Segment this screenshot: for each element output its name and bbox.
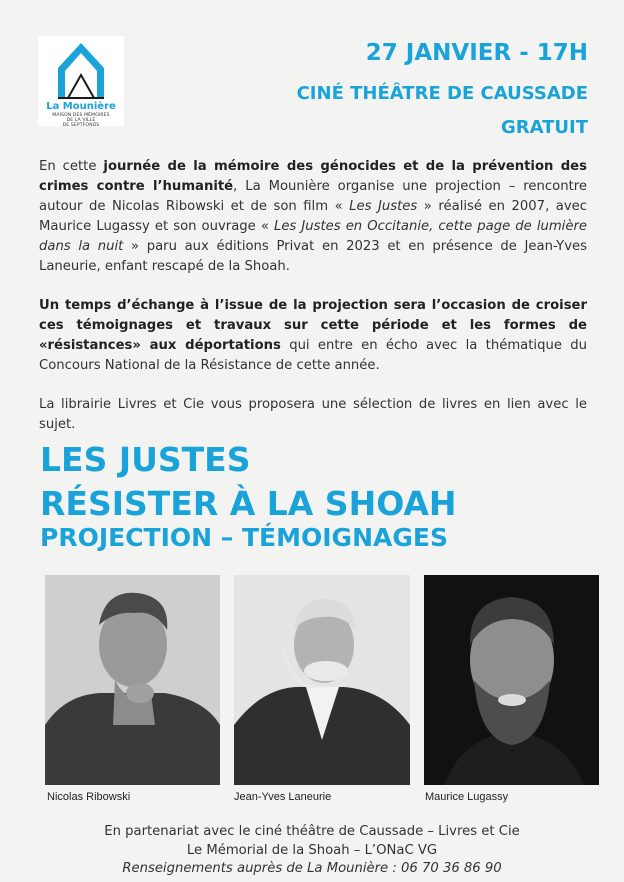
- intro-paragraph: En cette journée de la mémoire des génocides et de la prévention des crimes contre l’humanité, La Mounière organise une projection – rencontre autour de Nicolas Ribowski et de son film « Les Justes » réalisé en 2007, avec Maurice Lugassy et son ouvrage « Les Justes en Occitanie, cette page de lumière dans la nuit » paru aux éditions Privat en 2023 et en présence de Jean-Yves Laneurie, enfant rescapé de la Shoah.: [39, 159, 588, 274]
- footer-contact: Renseignements auprès de La Mounière : 06 70 36 86 90: [122, 861, 502, 876]
- la-mouniere-logo: [38, 36, 124, 126]
- photo-jean-yves-laneurie: [234, 575, 410, 785]
- event-price: GRATUIT: [500, 117, 588, 138]
- event-venue: CINÉ THÉÂTRE DE CAUSSADE: [296, 83, 588, 104]
- exchange-paragraph: Un temps d’échange à l’issue de la projection sera l’occasion de croiser ces témoignages et travaux sur cette période et les formes de «résistances» aux déportations qui entre en écho avec la thématique du Concours National de la Résistance de cette année.: [39, 298, 587, 373]
- title-resister: RÉSISTER À LA SHOAH: [40, 484, 457, 523]
- footer-memorial: Le Mémorial de la Shoah – L’ONaC VG: [186, 843, 438, 858]
- event-date: 27 JANVIER - 17H: [365, 40, 588, 66]
- logo-subtitle: MAISON DES MÉMOIRES DE LA VILLE DE SEPTFONDS: [52, 113, 110, 128]
- bookshop-paragraph: La librairie Livres et Cie vous proposera une sélection de livres en lien avec le sujet.: [39, 397, 587, 432]
- logo-name: La Mounière: [46, 101, 116, 112]
- caption-maurice-lugassy: Maurice Lugassy: [425, 791, 509, 803]
- footer-partners: En partenariat avec le ciné théâtre de Caussade – Livres et Cie: [104, 824, 520, 839]
- title-projection: PROJECTION – TÉMOIGNAGES: [40, 523, 448, 552]
- photo-nicolas-ribowski: [45, 575, 220, 785]
- house-icon: [54, 40, 108, 100]
- title-les-justes: LES JUSTES: [40, 440, 251, 479]
- caption-jean-yves-laneurie: Jean-Yves Laneurie: [234, 791, 332, 803]
- caption-nicolas-ribowski: Nicolas Ribowski: [47, 791, 131, 803]
- photo-maurice-lugassy: [424, 575, 599, 785]
